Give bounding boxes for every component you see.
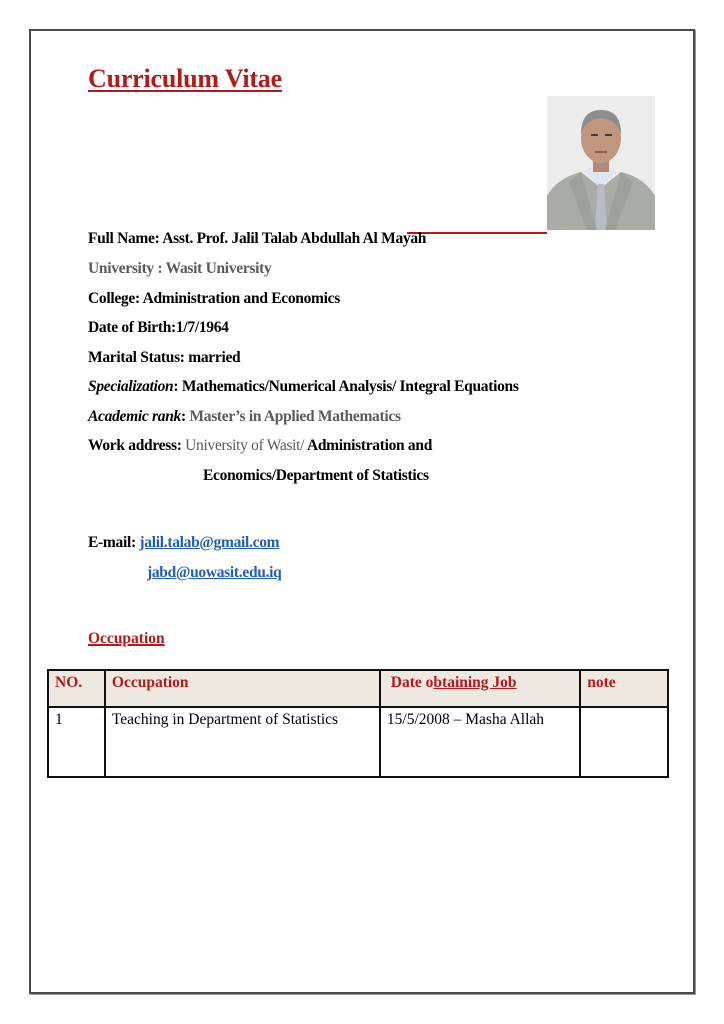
profile-photo	[547, 96, 655, 230]
marital-value: married	[188, 349, 241, 366]
academic-rank-sep: :	[180, 408, 186, 425]
dob-value: 1/7/1964	[175, 319, 229, 336]
column-header-date-part1: Date o	[390, 674, 434, 691]
specialization-sep: :	[173, 378, 179, 395]
column-header-no: NO.	[48, 670, 105, 707]
academic-rank-value: Master’s in Applied Mathematics	[189, 408, 401, 425]
work-address-label: Work address:	[88, 437, 182, 454]
email-link-primary[interactable]: jalil.talab@gmail.com	[139, 534, 280, 551]
marital-label: Marital Status:	[88, 349, 185, 366]
work-address-value-part1: University of Wasit/	[185, 437, 305, 454]
college-value: Administration and Economics	[142, 290, 340, 307]
decorative-red-rule	[407, 232, 547, 234]
full-name-field	[88, 230, 426, 248]
specialization-label: Specialization	[88, 378, 174, 395]
academic-rank-label: Academic rank	[88, 408, 181, 425]
person-portrait-icon	[547, 96, 655, 230]
university-field	[88, 260, 271, 278]
document-title: Curriculum Vitae	[88, 64, 282, 93]
table-row	[48, 707, 668, 777]
column-header-occupation: Occupation	[105, 670, 380, 707]
email-secondary-row	[147, 564, 281, 582]
email-link-secondary[interactable]: jabd@uowasit.edu.iq	[147, 564, 282, 581]
cell-date: 15/5/2008 – Masha Allah	[380, 707, 580, 777]
work-address-value-part2: Administration and	[306, 437, 433, 454]
cell-occupation: Teaching in Department of Statistics	[105, 707, 380, 777]
occupation-heading: Occupation	[88, 630, 165, 647]
university-label: University :	[88, 260, 163, 277]
column-header-date	[380, 670, 580, 707]
dob-label: Date of Birth:	[88, 319, 176, 336]
column-header-date-part2: btaining Job	[433, 674, 517, 691]
academic-rank-field	[88, 408, 401, 426]
email-label: E-mail:	[88, 534, 136, 551]
specialization-field	[88, 378, 519, 396]
occupation-table	[47, 669, 669, 778]
work-address-field	[88, 437, 432, 455]
marital-status-field	[88, 349, 240, 367]
full-name-value: Asst. Prof. Jalil Talab Abdullah Al Mayah	[162, 230, 427, 247]
cell-no: 1	[48, 707, 105, 777]
email-field	[88, 534, 279, 552]
table-header-row	[48, 670, 668, 707]
column-header-note: note	[580, 670, 668, 707]
college-label: College:	[88, 290, 140, 307]
college-field	[88, 290, 340, 308]
work-address-line2: Economics/Department of Statistics	[203, 467, 429, 484]
university-value: Wasit University	[165, 260, 272, 277]
full-name-label: Full Name:	[88, 230, 160, 247]
date-of-birth-field	[88, 319, 229, 337]
specialization-value: Mathematics/Numerical Analysis/ Integral Equations	[181, 378, 519, 395]
cell-note	[580, 707, 668, 777]
